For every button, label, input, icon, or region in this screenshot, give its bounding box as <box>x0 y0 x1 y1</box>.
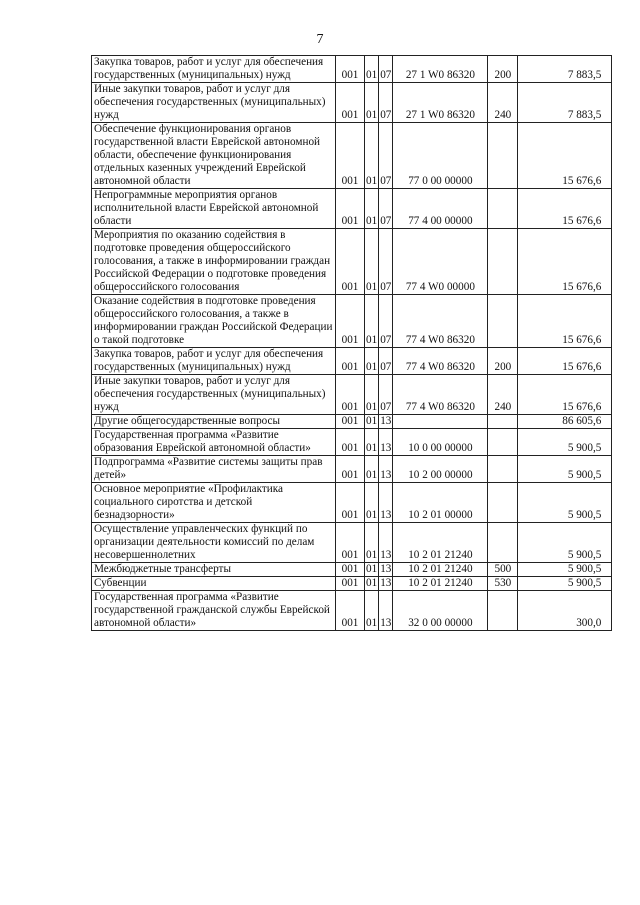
table-row <box>92 295 612 348</box>
expense-type-cell <box>488 189 518 229</box>
grbs-cell: 001 <box>336 429 365 456</box>
budget-table <box>91 55 612 631</box>
table-row <box>92 123 612 189</box>
expense-type-cell <box>488 415 518 429</box>
table-row <box>92 83 612 123</box>
table-row <box>92 429 612 456</box>
target-article-cell: 77 4 00 00000 <box>393 189 488 229</box>
table-row <box>92 577 612 591</box>
amount-cell: 300,0 <box>518 591 612 631</box>
expense-type-cell <box>488 295 518 348</box>
amount-cell: 5 900,5 <box>518 577 612 591</box>
section-cell: 01 <box>365 456 379 483</box>
expense-type-cell: 240 <box>488 375 518 415</box>
target-article-cell: 77 4 W0 86320 <box>393 295 488 348</box>
target-article-cell: 77 4 W0 86320 <box>393 375 488 415</box>
subsection-cell: 13 <box>379 591 393 631</box>
row-name-cell: Межбюджетные трансферты <box>92 563 336 577</box>
table-row <box>92 523 612 563</box>
row-name-cell: Другие общегосударственные вопросы <box>92 415 336 429</box>
target-article-cell: 77 0 00 00000 <box>393 123 488 189</box>
target-article-cell: 10 2 01 21240 <box>393 577 488 591</box>
grbs-cell: 001 <box>336 56 365 83</box>
grbs-cell: 001 <box>336 375 365 415</box>
subsection-cell: 07 <box>379 375 393 415</box>
row-name-cell: Государственная программа «Развитие государственной гражданской службы Еврейской автономной области» <box>92 591 336 631</box>
grbs-cell: 001 <box>336 577 365 591</box>
target-article-cell: 27 1 W0 86320 <box>393 83 488 123</box>
section-cell: 01 <box>366 563 378 575</box>
section-cell: 01 <box>365 83 379 123</box>
amount-cell: 5 900,5 <box>518 563 612 577</box>
section-cell: 01 <box>366 577 378 589</box>
section-cell: 01 <box>365 348 379 375</box>
amount-cell: 15 676,6 <box>518 295 612 348</box>
section-cell: 01 <box>366 415 378 427</box>
grbs-cell: 001 <box>336 563 365 577</box>
row-name-cell: Подпрограмма «Развитие системы защиты прав детей» <box>92 456 336 483</box>
section-cell: 01 <box>365 483 379 523</box>
amount-cell: 5 900,5 <box>518 523 612 563</box>
amount-cell: 15 676,6 <box>518 229 612 295</box>
subsection-cell: 13 <box>380 577 392 589</box>
target-article-cell: 10 0 00 00000 <box>393 429 488 456</box>
grbs-cell: 001 <box>336 123 365 189</box>
expense-type-cell <box>488 229 518 295</box>
expense-type-cell <box>488 123 518 189</box>
section-cell: 01 <box>365 229 379 295</box>
target-article-cell: 10 2 01 21240 <box>393 523 488 563</box>
expense-type-cell: 200 <box>488 348 518 375</box>
table-row <box>92 456 612 483</box>
grbs-cell: 001 <box>336 523 365 563</box>
target-article-cell: 10 2 01 21240 <box>393 563 488 577</box>
target-article-cell: 32 0 00 00000 <box>393 591 488 631</box>
row-name-cell: Закупка товаров, работ и услуг для обеспечения государственных (муниципальных) нужд <box>92 56 336 83</box>
table-row <box>92 348 612 375</box>
target-article-cell: 77 4 W0 00000 <box>393 229 488 295</box>
amount-cell: 5 900,5 <box>518 429 612 456</box>
row-name-cell: Обеспечение функционирования органов государственной власти Еврейской автономной области, обеспечение функционирования отдельных казенных учреждений Еврейской автономной области <box>92 123 336 189</box>
grbs-cell: 001 <box>336 415 365 429</box>
subsection-cell: 07 <box>379 295 393 348</box>
section-cell: 01 <box>365 123 379 189</box>
amount-cell: 15 676,6 <box>518 189 612 229</box>
subsection-cell: 07 <box>379 348 393 375</box>
table-row <box>92 229 612 295</box>
section-cell: 01 <box>365 591 379 631</box>
subsection-cell: 13 <box>380 563 392 575</box>
expense-type-cell: 500 <box>488 563 518 577</box>
target-article-cell: 27 1 W0 86320 <box>393 56 488 83</box>
subsection-cell: 07 <box>379 56 393 83</box>
table-row <box>92 591 612 631</box>
amount-cell: 15 676,6 <box>518 375 612 415</box>
expense-type-cell: 200 <box>488 56 518 83</box>
amount-cell: 5 900,5 <box>518 456 612 483</box>
subsection-cell: 13 <box>379 456 393 483</box>
section-cell: 01 <box>365 523 379 563</box>
row-name-cell: Иные закупки товаров, работ и услуг для обеспечения государственных (муниципальных) нужд <box>92 375 336 415</box>
section-cell: 01 <box>365 295 379 348</box>
row-name-cell: Государственная программа «Развитие образования Еврейской автономной области» <box>92 429 336 456</box>
section-cell: 01 <box>365 56 379 83</box>
section-cell: 01 <box>365 375 379 415</box>
row-name-cell: Непрограммные мероприятия органов исполнительной власти Еврейской автономной области <box>92 189 336 229</box>
subsection-cell: 07 <box>379 189 393 229</box>
row-name-cell: Иные закупки товаров, работ и услуг для обеспечения государственных (муниципальных) нужд <box>92 83 336 123</box>
grbs-cell: 001 <box>336 295 365 348</box>
amount-cell: 7 883,5 <box>518 56 612 83</box>
subsection-cell: 07 <box>379 83 393 123</box>
section-cell: 01 <box>365 429 379 456</box>
grbs-cell: 001 <box>336 483 365 523</box>
expense-type-cell <box>488 523 518 563</box>
expense-type-cell: 530 <box>488 577 518 591</box>
subsection-cell: 13 <box>380 415 392 427</box>
row-name-cell: Основное мероприятие «Профилактика социального сиротства и детской безнадзорности» <box>92 483 336 523</box>
amount-cell: 7 883,5 <box>518 83 612 123</box>
target-article-cell: 77 4 W0 86320 <box>393 348 488 375</box>
subsection-cell: 07 <box>379 123 393 189</box>
grbs-cell: 001 <box>336 456 365 483</box>
table-row <box>92 563 612 577</box>
grbs-cell: 001 <box>336 348 365 375</box>
subsection-cell: 07 <box>379 229 393 295</box>
expense-type-cell <box>488 483 518 523</box>
amount-cell: 5 900,5 <box>518 483 612 523</box>
grbs-cell: 001 <box>336 189 365 229</box>
row-name-cell: Оказание содействия в подготовке проведения общероссийского голосования, а также в информировании граждан Российской Федерации о такой подготовке <box>92 295 336 348</box>
table-row <box>92 375 612 415</box>
amount-cell: 15 676,6 <box>518 123 612 189</box>
row-name-cell: Мероприятия по оказанию содействия в подготовке проведения общероссийского голосования, а также в информировании граждан Российской Федерации о подготовке проведения общероссийского голосования <box>92 229 336 295</box>
amount-cell: 86 605,6 <box>518 415 612 429</box>
section-cell: 01 <box>365 189 379 229</box>
target-article-cell: 10 2 00 00000 <box>393 456 488 483</box>
table-row <box>92 415 612 429</box>
subsection-cell: 13 <box>379 429 393 456</box>
row-name-cell: Осуществление управленческих функций по организации деятельности комиссий по делам несовершеннолетних <box>92 523 336 563</box>
table-row <box>92 56 612 83</box>
grbs-cell: 001 <box>336 83 365 123</box>
grbs-cell: 001 <box>336 591 365 631</box>
target-article-cell <box>393 415 488 429</box>
amount-cell: 15 676,6 <box>518 348 612 375</box>
table-row <box>92 483 612 523</box>
expense-type-cell <box>488 591 518 631</box>
row-name-cell: Субвенции <box>92 577 336 591</box>
expense-type-cell <box>488 456 518 483</box>
table-row <box>92 189 612 229</box>
row-name-cell: Закупка товаров, работ и услуг для обеспечения государственных (муниципальных) нужд <box>92 348 336 375</box>
page-number: 7 <box>316 32 324 47</box>
expense-type-cell <box>488 429 518 456</box>
target-article-cell: 10 2 01 00000 <box>393 483 488 523</box>
subsection-cell: 13 <box>379 523 393 563</box>
expense-type-cell: 240 <box>488 83 518 123</box>
subsection-cell: 13 <box>379 483 393 523</box>
budget-table-body <box>92 56 612 631</box>
grbs-cell: 001 <box>336 229 365 295</box>
